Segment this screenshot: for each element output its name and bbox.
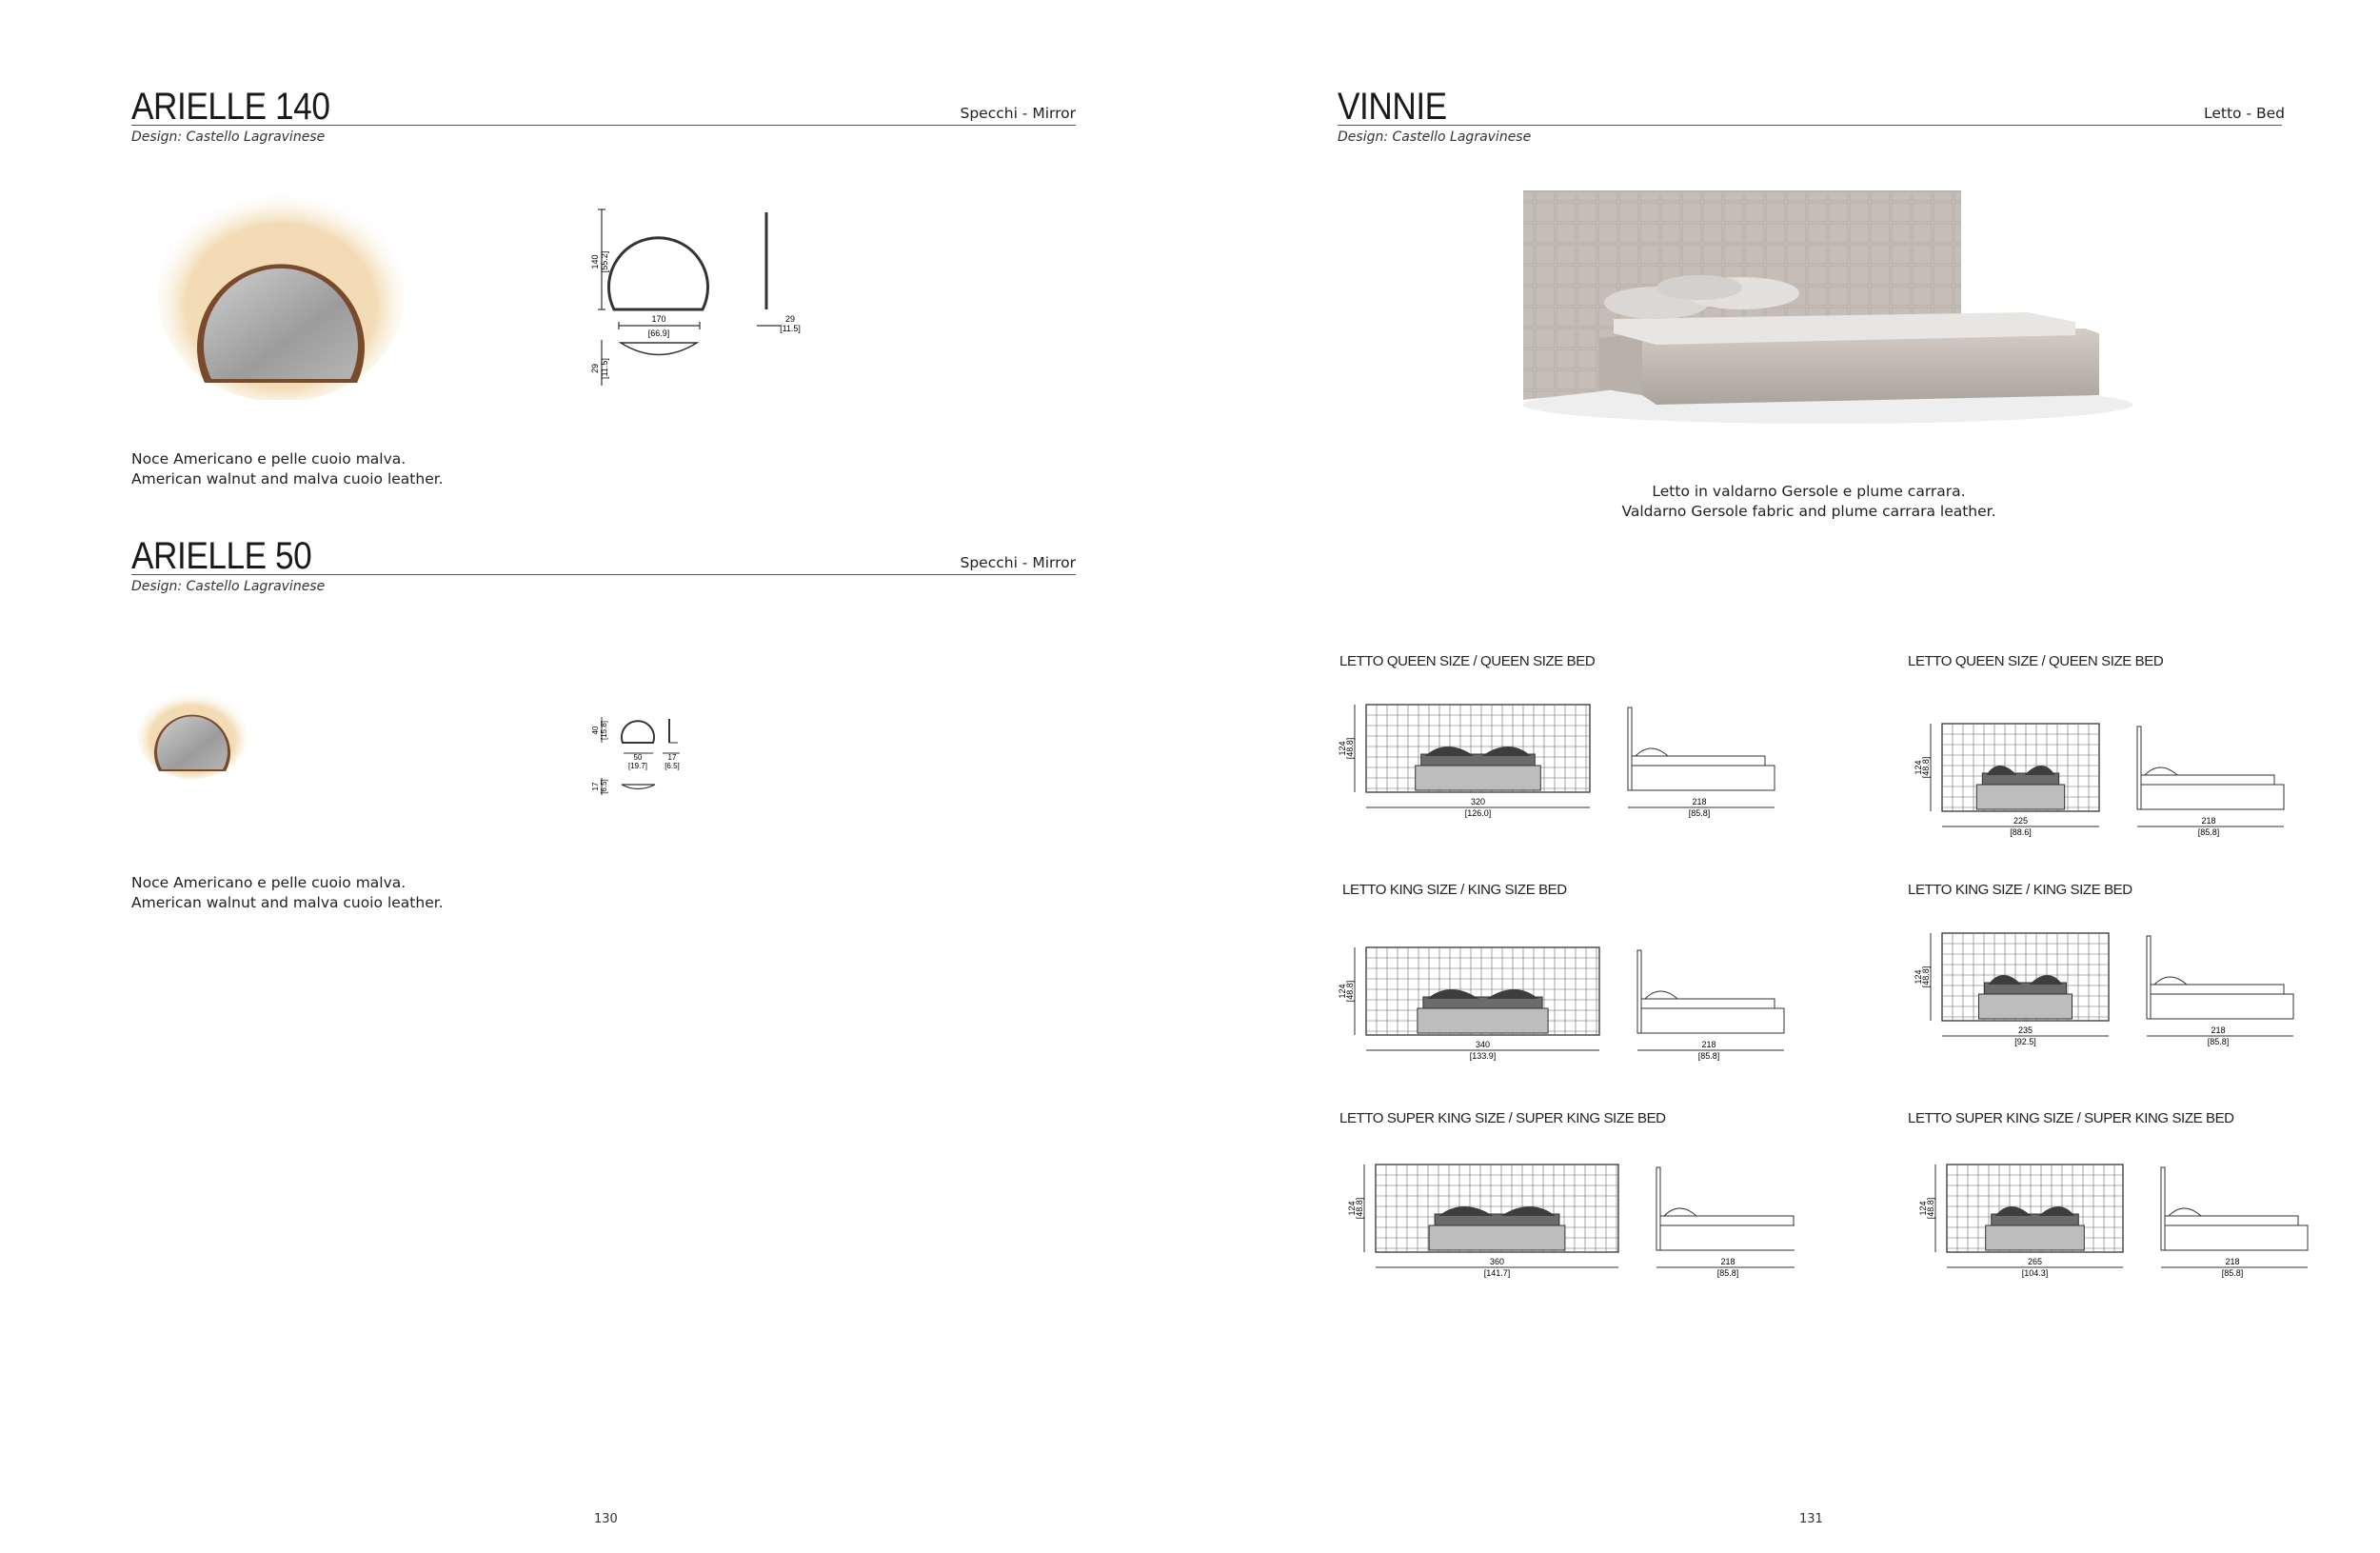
dim-width: 360: [1489, 1257, 1505, 1266]
dim-width: 265: [2027, 1257, 2043, 1266]
bed-drawing-king-340: [1338, 943, 1795, 1071]
dim-height: 124: [1338, 984, 1347, 999]
dim-height-in: [48.8]: [1921, 966, 1931, 988]
bed-drawing-superking-265: [1904, 1160, 2313, 1284]
dim-depth: 218: [2211, 1025, 2226, 1035]
dim-base-depth-in: [11.5]: [600, 358, 609, 379]
dim-height: 124: [1914, 969, 1923, 985]
dim-width: 320: [1470, 797, 1486, 806]
size-heading: LETTO KING SIZE / KING SIZE BED: [1908, 882, 2132, 898]
bed-drawing-queen-225: [1904, 719, 2313, 843]
dim-width: 235: [2017, 1025, 2033, 1035]
size-heading: LETTO QUEEN SIZE / QUEEN SIZE BED: [1908, 653, 2164, 669]
dim-base-depth-in: [6.5]: [600, 779, 608, 794]
title-rule: [131, 574, 1076, 575]
dim-depth-in: [85.8]: [1688, 808, 1711, 818]
dim-depth-in: [6.5]: [664, 762, 680, 770]
description-italian: Letto in valdarno Gersole e plume carrara.: [1652, 483, 1966, 500]
dim-depth-in: [85.8]: [2197, 827, 2220, 837]
dim-width-in: [104.3]: [2021, 1268, 2049, 1278]
dim-width-in: [126.0]: [1464, 808, 1492, 818]
size-heading: LETTO QUEEN SIZE / QUEEN SIZE BED: [1339, 653, 1596, 669]
dim-depth: 218: [1692, 797, 1707, 806]
dim-width: 225: [2013, 816, 2029, 826]
dim-width-in: [88.6]: [2010, 827, 2032, 837]
dim-height: 40: [591, 726, 600, 735]
description-italian: Noce Americano e pelle cuoio malva.: [131, 450, 407, 468]
bed-photo-vinnie: [1514, 181, 2132, 476]
mirror-photo-arielle-140: [152, 181, 409, 400]
technical-drawing-arielle-50: [590, 709, 695, 805]
bed-drawing-superking-360: [1338, 1160, 1795, 1288]
page-number: 130: [594, 1512, 618, 1526]
dim-height: 124: [1347, 1201, 1357, 1216]
dim-width-in: [92.5]: [2014, 1037, 2036, 1046]
dim-width-in: [141.7]: [1483, 1268, 1511, 1278]
dim-height: 124: [1918, 1201, 1928, 1216]
bed-drawing-king-235: [1904, 928, 2313, 1052]
designer-credit: Design: Castello Lagravinese: [131, 129, 326, 145]
bed-drawing-queen-320: [1338, 700, 1795, 828]
dim-depth-in: [85.8]: [2221, 1268, 2244, 1278]
dim-height-in: [15.8]: [600, 720, 608, 741]
description-english: American walnut and malva cuoio leather.: [131, 470, 444, 488]
dim-height-in: [48.8]: [1345, 737, 1355, 760]
product-category: Letto - Bed: [2204, 105, 2285, 122]
size-heading: LETTO SUPER KING SIZE / SUPER KING SIZE BED: [1339, 1110, 1666, 1126]
dim-depth: 218: [1720, 1257, 1735, 1266]
title-rule: [131, 125, 1076, 126]
dim-depth: 29: [784, 314, 796, 324]
description-english: American walnut and malva cuoio leather.: [131, 894, 444, 911]
dim-width: 50: [633, 753, 643, 762]
dim-height-in: [48.8]: [1926, 1197, 1935, 1220]
title-rule: [1338, 125, 2282, 126]
dim-base-depth: 29: [590, 363, 600, 374]
product-category: Specchi - Mirror: [960, 554, 1076, 571]
dim-width-in: [66.9]: [647, 329, 670, 338]
technical-drawing-arielle-140: [590, 195, 809, 400]
dim-depth: 218: [1701, 1040, 1716, 1049]
dim-height-in: [48.8]: [1921, 756, 1931, 779]
description-english: Valdarno Gersole fabric and plume carrara leather.: [1621, 503, 1996, 520]
size-heading: LETTO KING SIZE / KING SIZE BED: [1342, 882, 1567, 898]
size-heading: LETTO SUPER KING SIZE / SUPER KING SIZE BED: [1908, 1110, 2234, 1126]
dim-depth: 218: [2225, 1257, 2240, 1266]
mirror-photo-arielle-50: [133, 686, 252, 781]
dim-width-in: [19.7]: [627, 762, 648, 770]
product-category: Specchi - Mirror: [960, 105, 1076, 122]
product-title-arielle-140: ARIELLE 140: [131, 86, 330, 128]
dim-width: 170: [651, 314, 666, 324]
dim-depth-in: [85.8]: [2207, 1037, 2230, 1046]
dim-width: 340: [1475, 1040, 1491, 1049]
dim-base-depth: 17: [591, 782, 600, 791]
designer-credit: Design: Castello Lagravinese: [131, 579, 326, 594]
dim-height-in: [55.2]: [600, 250, 609, 273]
description-italian: Noce Americano e pelle cuoio malva.: [131, 874, 407, 891]
dim-height: 124: [1338, 741, 1347, 756]
dim-depth-in: [11.5]: [780, 324, 801, 333]
dim-depth-in: [85.8]: [1697, 1051, 1720, 1061]
page-number: 131: [1799, 1512, 1823, 1526]
product-title-vinnie: VINNIE: [1338, 86, 1447, 128]
product-title-arielle-50: ARIELLE 50: [131, 535, 312, 577]
dim-depth: 17: [667, 753, 677, 762]
dim-depth-in: [85.8]: [1716, 1268, 1739, 1278]
dim-width-in: [133.9]: [1469, 1051, 1497, 1061]
designer-credit: Design: Castello Lagravinese: [1338, 129, 1532, 145]
dim-height: 124: [1914, 760, 1923, 775]
dim-height-in: [48.8]: [1345, 980, 1355, 1003]
dim-depth: 218: [2201, 816, 2216, 826]
dim-height-in: [48.8]: [1355, 1197, 1364, 1220]
dim-height: 140: [590, 254, 600, 269]
